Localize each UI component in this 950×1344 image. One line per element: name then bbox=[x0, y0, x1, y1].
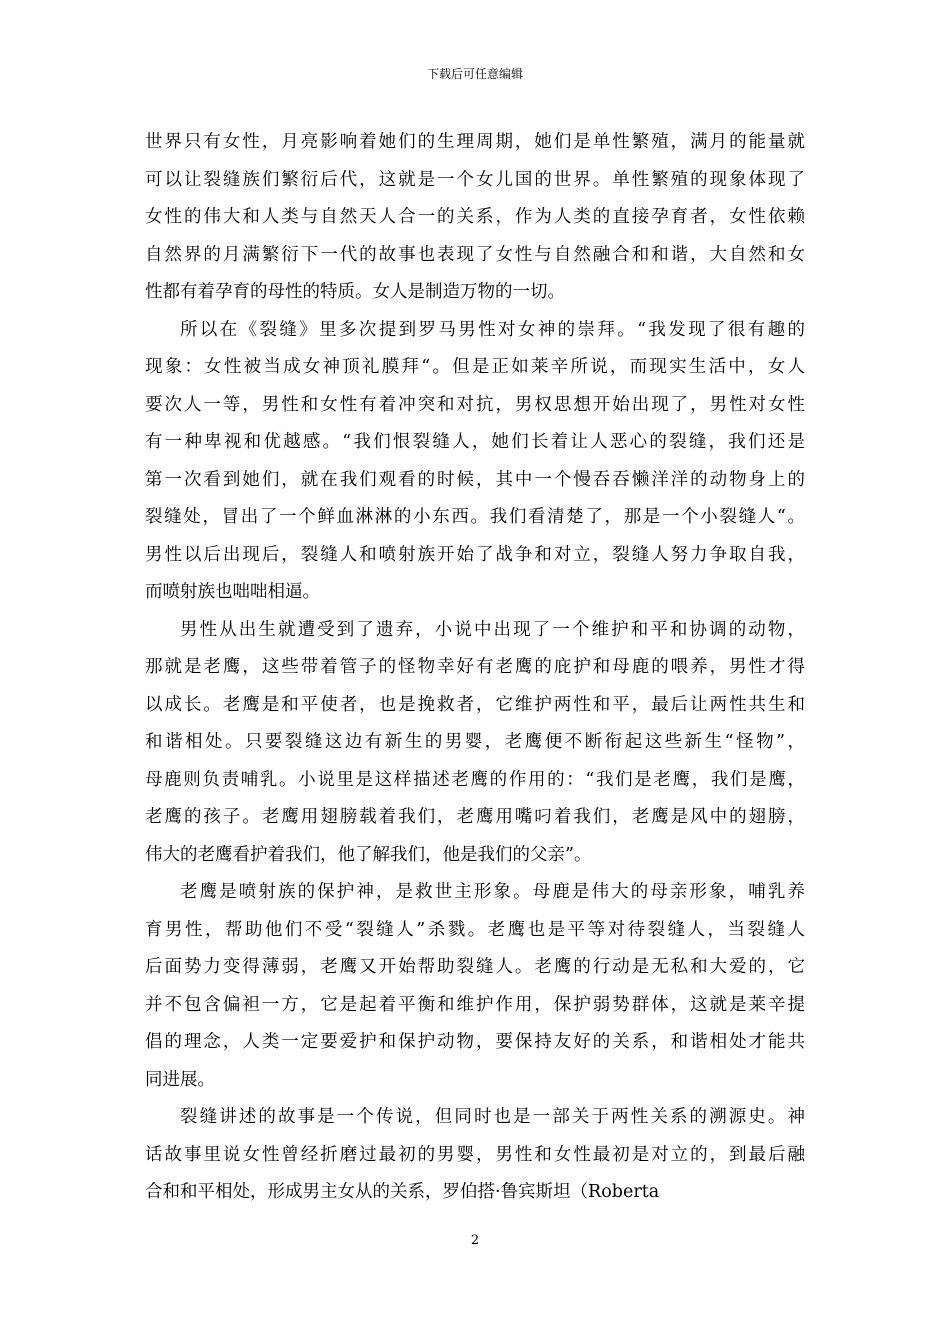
paragraph-line: 女性的伟大和人类与自然天人合一的关系，作为人类的直接孕育者，女性依赖 bbox=[145, 207, 805, 227]
paragraph bbox=[145, 1099, 805, 1212]
paragraph-line: 老鹰的孩子。老鹰用翅膀载着我们，老鹰用嘴叼着我们，老鹰是风中的翅膀， bbox=[145, 807, 805, 827]
paragraph-line: 母鹿则负责哺乳。小说里是这样描述老鹰的作用的：“我们是老鹰，我们是鹰， bbox=[145, 769, 805, 790]
paragraph-line: 伟大的老鹰看护着我们，他了解我们，他是我们的父亲”。 bbox=[145, 844, 592, 865]
paragraph-line: 倡的理念，人类一定要爱护和保护动物，要保持友好的关系，和谐相处才能共 bbox=[145, 1032, 805, 1052]
paragraph bbox=[145, 312, 805, 612]
paragraph-line: 同进展。 bbox=[145, 1069, 215, 1090]
paragraph bbox=[145, 612, 805, 875]
paragraph-line: 现象：女性被当成女神顶礼膜拜“。但是正如莱辛所说，而现实生活中，女人 bbox=[145, 357, 805, 377]
paragraph-line: 第一次看到她们，就在我们观看的时候，其中一个慢吞吞懒洋洋的动物身上的 bbox=[145, 469, 805, 490]
paragraph-line: 话故事里说女性曾经折磨过最初的男婴，男性和女性最初是对立的，到最后融 bbox=[145, 1144, 805, 1165]
paragraph bbox=[145, 124, 805, 312]
paragraph-line: 老鹰是喷射族的保护神，是救世主形象。母鹿是伟大的母亲形象，哺乳养 bbox=[180, 882, 805, 902]
paragraph-line: 并不包含偏袒一方，它是起着平衡和维护作用，保护弱势群体，这就是莱辛提 bbox=[145, 994, 805, 1015]
document-body bbox=[145, 124, 805, 1212]
paragraph-line: 合和和平相处，形成男主女从的关系，罗伯搭·鲁宾斯坦（Roberta bbox=[145, 1182, 660, 1202]
page-header: 下载后可任意编辑 bbox=[426, 67, 523, 81]
paragraph-line: 可以让裂缝族们繁衍后代，这就是一个女儿国的世界。单性繁殖的现象体现了 bbox=[145, 169, 805, 190]
paragraph-line: 裂缝处，冒出了一个鲜血淋淋的小东西。我们看清楚了，那是一个小裂缝人“。 bbox=[145, 507, 805, 527]
paragraph-line: 男性从出生就遭受到了遗弃，小说中出现了一个维护和平和协调的动物， bbox=[180, 619, 805, 640]
paragraph-line: 男性以后出现后，裂缝人和喷射族开始了战争和对立，裂缝人努力争取自我， bbox=[145, 544, 805, 565]
paragraph-line: 育男性，帮助他们不受“裂缝人”杀戮。老鹰也是平等对待裂缝人，当裂缝人 bbox=[145, 919, 805, 940]
paragraph-line: 世界只有女性，月亮影响着她们的生理周期，她们是单性繁殖，满月的能量就 bbox=[145, 132, 805, 152]
paragraph-line: 而喷射族也咄咄相逼。 bbox=[145, 582, 320, 602]
paragraph-line: 自然界的月满繁衍下一代的故事也表现了女性与自然融合和和谐，大自然和女 bbox=[145, 244, 805, 265]
page-number: 2 bbox=[470, 1233, 480, 1248]
paragraph bbox=[145, 874, 805, 1099]
paragraph-line: 后面势力变得薄弱，老鹰又开始帮助裂缝人。老鹰的行动是无私和大爱的，它 bbox=[145, 957, 805, 977]
paragraph-line: 裂缝讲述的故事是一个传说，但同时也是一部关于两性关系的溯源史。神 bbox=[180, 1107, 805, 1127]
paragraph-line: 要次人一等，男性和女性有着冲突和对抗，男权思想开始出现了，男性对女性 bbox=[145, 394, 805, 415]
paragraph-line: 以成长。老鹰是和平使者，也是挽救者，它维护两性和平，最后让两性共生和 bbox=[145, 694, 805, 715]
paragraph-line: 那就是老鹰，这些带着管子的怪物幸好有老鹰的庇护和母鹿的喂养，男性才得 bbox=[145, 657, 805, 677]
paragraph-line: 性都有着孕育的母性的特质。女人是制造万物的一切。 bbox=[145, 282, 565, 302]
paragraph-line: 所以在《裂缝》里多次提到罗马男性对女神的崇拜。“我发现了很有趣的 bbox=[180, 319, 805, 340]
paragraph-line: 有一种卑视和优越感。“我们恨裂缝人，她们长着让人恶心的裂缝，我们还是 bbox=[145, 432, 805, 452]
paragraph-line: 和谐相处。只要裂缝这边有新生的男婴，老鹰便不断衔起这些新生“怪物”， bbox=[145, 732, 805, 752]
